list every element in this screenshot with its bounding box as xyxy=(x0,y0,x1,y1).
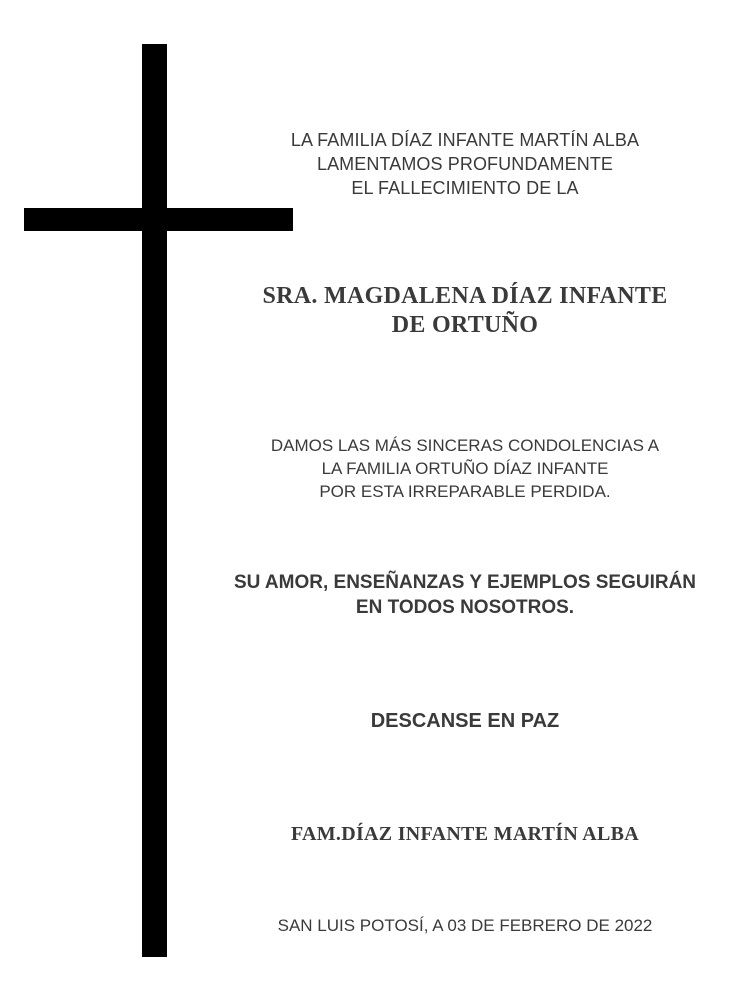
cross-vertical-beam xyxy=(142,44,167,957)
rest-in-peace-text: DESCANSE EN PAZ xyxy=(370,710,560,732)
tribute-text xyxy=(210,570,720,620)
deceased-name xyxy=(210,282,720,340)
intro-line: LAMENTAMOS PROFUNDAMENTE xyxy=(316,154,614,174)
deceased-name-line: SRA. MAGDALENA DÍAZ INFANTE xyxy=(262,283,668,309)
intro-text xyxy=(210,128,720,200)
tribute-line: SU AMOR, ENSEÑANZAS Y EJEMPLOS SEGUIRÁN xyxy=(233,572,697,593)
intro-line: LA FAMILIA DÍAZ INFANTE MARTÍN ALBA xyxy=(290,130,640,150)
deceased-name-line: DE ORTUÑO xyxy=(391,312,539,338)
place-and-date-text: SAN LUIS POTOSÍ, A 03 DE FEBRERO DE 2022 xyxy=(277,916,653,935)
cross-horizontal-beam xyxy=(24,208,293,231)
family-signature-text: FAM.DÍAZ INFANTE MARTÍN ALBA xyxy=(290,823,640,845)
condolences-line: DAMOS LAS MÁS SINCERAS CONDOLENCIAS A xyxy=(270,436,660,455)
intro-line: EL FALLECIMIENTO DE LA xyxy=(351,178,579,198)
tribute-line: EN TODOS NOSOTROS. xyxy=(355,597,575,618)
family-signature xyxy=(210,821,720,847)
condolences-text xyxy=(210,434,720,503)
rest-in-peace xyxy=(210,708,720,734)
condolences-line: LA FAMILIA ORTUÑO DÍAZ INFANTE xyxy=(321,459,609,478)
condolences-line: POR ESTA IRREPARABLE PERDIDA. xyxy=(319,482,611,501)
place-and-date xyxy=(210,914,720,937)
